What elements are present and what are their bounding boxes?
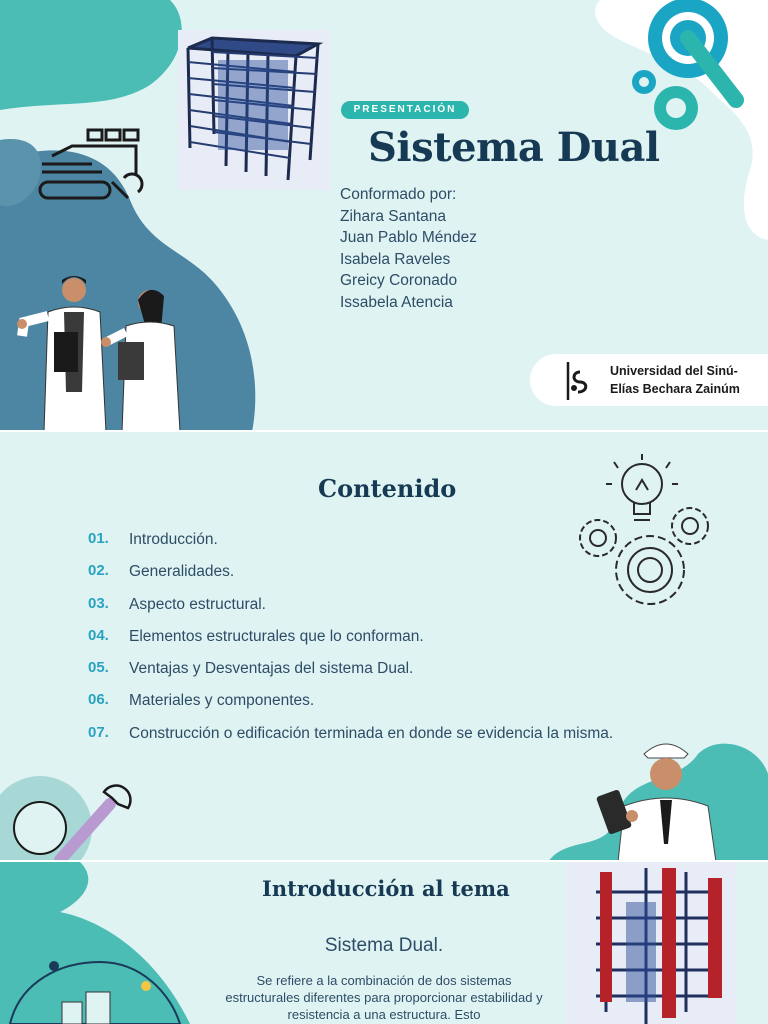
gear-wrench-icon [626, 0, 746, 140]
contents-title: Contenido [318, 474, 457, 503]
intro-subtitle: Sistema Dual. [324, 935, 444, 956]
item-number: 07. [88, 723, 109, 741]
item-number: 01. [88, 530, 109, 547]
intro-left-blob-decoration [0, 862, 210, 1024]
university-logo [560, 360, 594, 402]
lightbulb-gears-icon [570, 450, 720, 614]
member-name: Greicy Coronado [340, 272, 458, 289]
intro-body-text: Se refiere a la combinación de dos sistemas estructurales diferentes para proporcionar estabilidad y resistencia a una estructura. Esto [225, 973, 543, 1022]
presentation-badge: PRESENTACIÓN [341, 101, 469, 119]
member-name: Juan Pablo Méndez [340, 229, 478, 246]
item-number: 04. [88, 626, 109, 644]
building-render-image [566, 862, 736, 1024]
item-number: 06. [88, 691, 109, 709]
members-list [340, 184, 477, 313]
item-text: Generalidades. [129, 563, 235, 581]
item-number: 03. [88, 594, 109, 612]
engineers-illustration [14, 272, 194, 432]
cover-slide [0, 0, 768, 432]
member-name: Zihara Santana [340, 207, 446, 225]
building-structure-image [178, 30, 330, 190]
intro-slide [0, 862, 768, 1024]
item-text: Ventajas y Desventajas del sistema Dual. [129, 660, 414, 678]
contents-slide [0, 432, 768, 862]
item-number: 02. [88, 562, 109, 580]
item-number: 05. [88, 659, 109, 677]
item-text: Construcción o edificación terminada en donde se evidencia la misma. [129, 724, 614, 742]
item-text: Materiales y componentes. [129, 692, 315, 710]
engineer-tablet-illustration [548, 734, 768, 862]
member-name: Issabela Atencia [340, 293, 453, 311]
university-banner [530, 354, 768, 406]
university-name: Universidad del Sinú- Elías Bechara Zainúm [610, 364, 740, 396]
intro-title: Introducción al tema [262, 876, 510, 901]
machine-gear-icon [32, 126, 144, 208]
member-name: Isabela Raveles [340, 250, 451, 268]
members-heading: Conformado por: [340, 186, 457, 203]
item-text: Aspecto estructural. [129, 595, 266, 613]
presentation-title: Sistema Dual [368, 124, 660, 171]
gear-wrench-outline-icon [0, 748, 140, 862]
item-text: Introducción. [129, 531, 218, 548]
item-text: Elementos estructurales que lo conforman. [129, 627, 424, 645]
